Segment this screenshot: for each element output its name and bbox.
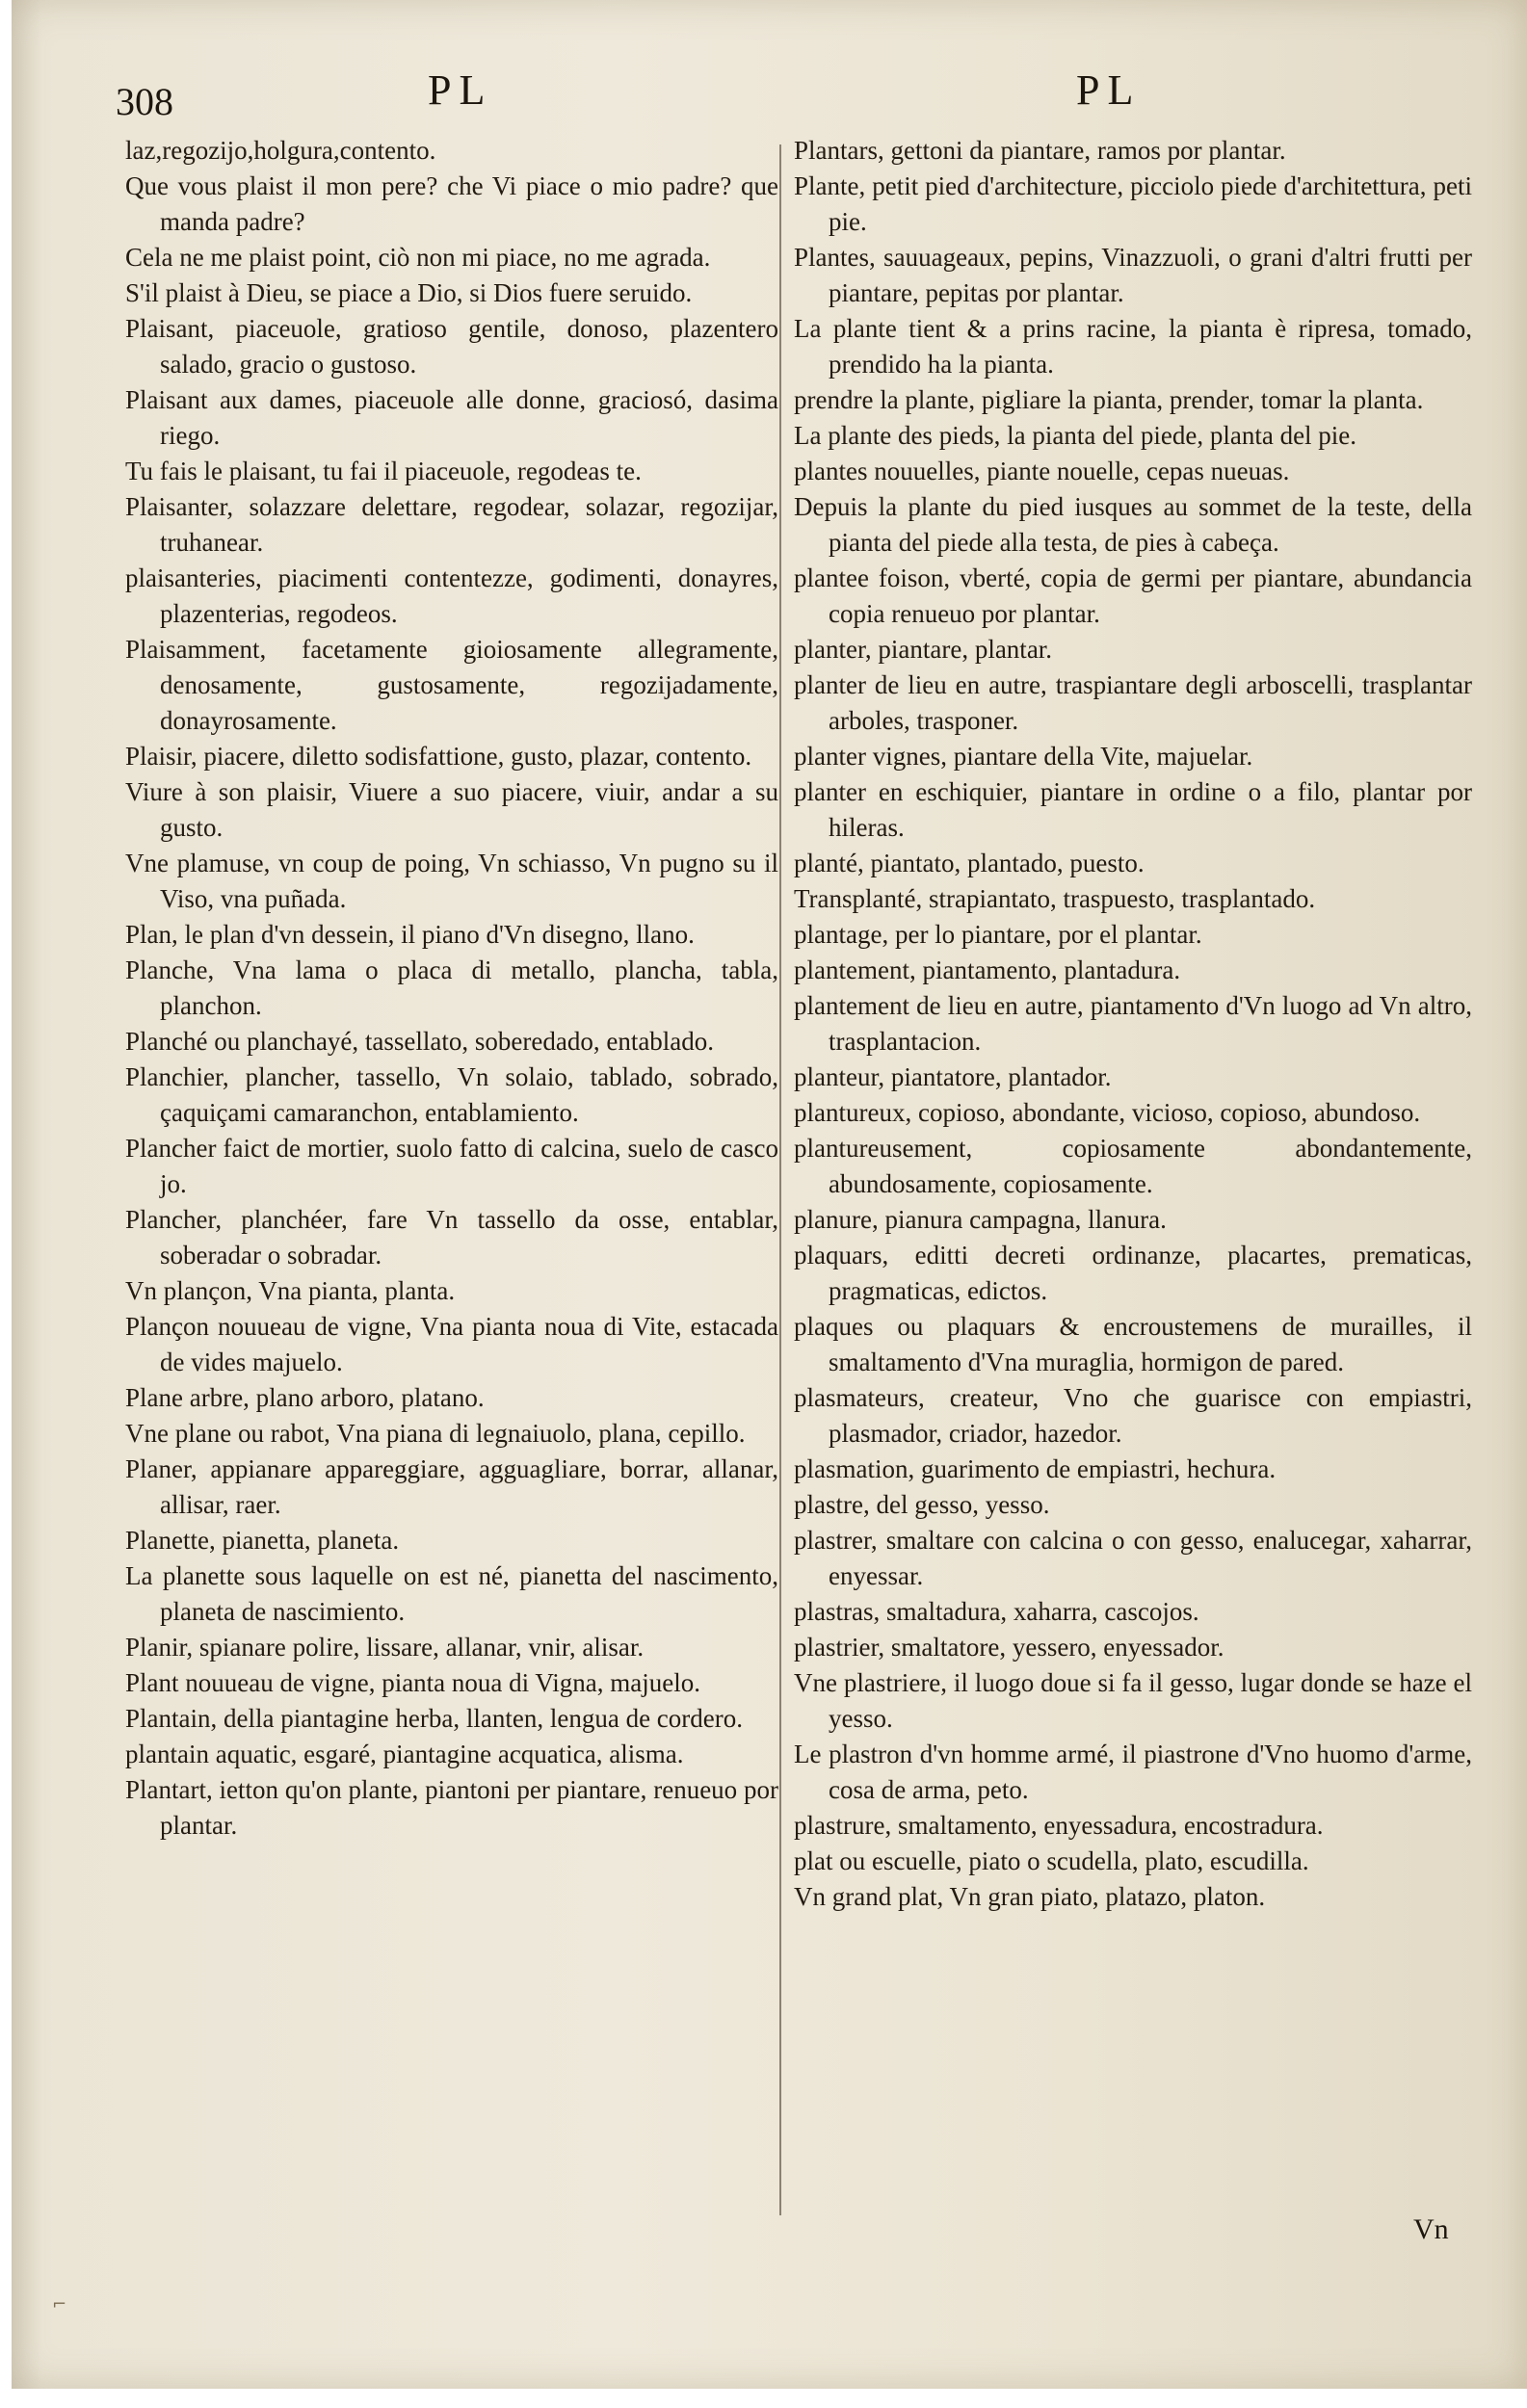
dictionary-entry: plantain aquatic, esgaré, piantagine acquatica, alisma. — [125, 1740, 684, 1768]
running-head-left: PL — [428, 66, 493, 114]
dictionary-entry: plantement, piantamento, plantadura. — [794, 955, 1181, 984]
dictionary-entry: plaquars, editti decreti ordinanze, placartes, prematicas, pragmaticas, edictos. — [794, 1241, 1472, 1305]
dictionary-entry: La planette sous laquelle on est né, pianetta del nascimento, planeta de nascimiento. — [125, 1561, 778, 1626]
dictionary-entry: plastrier, smaltatore, yessero, enyessador. — [794, 1633, 1224, 1662]
dictionary-entry: plastras, smaltadura, xaharra, cascojos. — [794, 1597, 1199, 1626]
dictionary-entry: Planette, pianetta, planeta. — [125, 1526, 400, 1555]
dictionary-entry: Planche, Vna lama o placa di metallo, plancha, tabla, planchon. — [125, 955, 778, 1020]
dictionary-entry: Plancher, planchéer, fare Vn tassello da osse, entablar, soberadar o sobradar. — [125, 1205, 778, 1269]
dictionary-entry: planteur, piantatore, plantador. — [794, 1062, 1112, 1091]
dictionary-entry: plat ou escuelle, piato o scudella, plato, escudilla. — [794, 1846, 1309, 1875]
dictionary-entry: Plançon nouueau de vigne, Vna pianta noua di Vite, estacada de vides majuelo. — [125, 1312, 778, 1376]
page-number: 308 — [116, 80, 173, 123]
dictionary-entry: Plaisant aux dames, piaceuole alle donne, graciosó, dasima riego. — [125, 385, 778, 450]
dictionary-entry: Plaisir, piacere, diletto sodisfattione, gusto, plazar, contento. — [125, 742, 752, 771]
dictionary-entry: Plancher faict de mortier, suolo fatto di calcina, suelo de casco jo. — [125, 1134, 778, 1198]
dictionary-entry: Le plastron d'vn homme armé, il piastrone d'Vno huomo d'arme, cosa de arma, peto. — [794, 1740, 1472, 1804]
dictionary-entry: Cela ne me plaist point, ciò non mi piace, no me agrada. — [125, 243, 711, 272]
dictionary-entry: plantee foison, vberté, copia de germi per piantare, abundancia copia renueuo por plantar. — [794, 563, 1472, 628]
dictionary-entry: plantureux, copioso, abondante, vicioso, copioso, abundoso. — [794, 1098, 1421, 1127]
dictionary-entry: planté, piantato, plantado, puesto. — [794, 849, 1145, 877]
left-column — [125, 133, 778, 1844]
dictionary-entry: Vne plastriere, il luogo doue si fa il gesso, lugar donde se haze el yesso. — [794, 1668, 1472, 1733]
dictionary-entry: S'il plaist à Dieu, se piace a Dio, si Dios fuere seruido. — [125, 278, 693, 307]
dictionary-entry: plantes nouuelles, piante nouelle, cepas nueuas. — [794, 457, 1290, 485]
dictionary-entry: Planchier, plancher, tassello, Vn solaio, tablado, sobrado, çaquiçami camaranchon, entablamiento. — [125, 1062, 778, 1127]
dictionary-entry: plantage, per lo piantare, por el plantar. — [794, 920, 1202, 949]
dictionary-entry: Plaisant, piaceuole, gratioso gentile, donoso, plazentero salado, gracio o gustoso. — [125, 314, 778, 379]
right-column — [794, 133, 1472, 1915]
dictionary-entry: Plan, le plan d'vn dessein, il piano d'Vn disegno, llano. — [125, 920, 695, 949]
dictionary-entry: La plante des pieds, la pianta del piede, planta del pie. — [794, 421, 1357, 450]
dictionary-entry: planter vignes, piantare della Vite, majuelar. — [794, 742, 1253, 771]
dictionary-entry: plaisanteries, piacimenti contentezze, godimenti, donayres, plazenterias, regodeos. — [125, 563, 778, 628]
running-head-right: PL — [1076, 66, 1142, 114]
dictionary-entry: planter de lieu en autre, traspiantare degli arboscelli, trasplantar arboles, trasponer. — [794, 670, 1472, 735]
dictionary-entry: Planché ou planchayé, tassellato, soberedado, entablado. — [125, 1027, 715, 1056]
dictionary-entry: plasmateurs, createur, Vno che guarisce con empiastri, plasmador, criador, hazedor. — [794, 1383, 1472, 1448]
dictionary-entry: Vn plançon, Vna pianta, planta. — [125, 1276, 456, 1305]
dictionary-entry: plastre, del gesso, yesso. — [794, 1490, 1050, 1519]
dictionary-entry: Plane arbre, plano arboro, platano. — [125, 1383, 485, 1412]
dictionary-entry: planter en eschiquier, piantare in ordine o a filo, plantar por hileras. — [794, 777, 1472, 842]
dictionary-entry: Planer, appianare appareggiare, agguagliare, borrar, allanar, allisar, raer. — [125, 1454, 778, 1519]
dictionary-entry: Plantes, sauuageaux, pepins, Vinazzuoli, o grani d'altri frutti per piantare, pepitas por plantar. — [794, 243, 1472, 307]
dictionary-entry: Transplanté, strapiantato, traspuesto, trasplantado. — [794, 884, 1316, 913]
dictionary-entry: plastrer, smaltare con calcina o con gesso, enalucegar, xaharrar, enyessar. — [794, 1526, 1472, 1590]
dictionary-entry: plaques ou plaquars & encroustemens de murailles, il smaltamento d'Vna muraglia, hormigon de pared. — [794, 1312, 1472, 1376]
dictionary-entry: Plantart, ietton qu'on plante, piantoni per piantare, renueuo por plantar. — [125, 1775, 778, 1840]
dictionary-entry: Plante, petit pied d'architecture, picciolo piede d'architettura, peti pie. — [794, 171, 1472, 236]
dictionary-entry: laz,regozijo,holgura,contento. — [125, 136, 436, 165]
dictionary-entry: planter, piantare, plantar. — [794, 635, 1053, 664]
dictionary-entry: Depuis la plante du pied iusques au sommet de la teste, della pianta del piede alla testa, de pies à cabeça. — [794, 492, 1472, 557]
dictionary-entry: Plaisanter, solazzare delettare, regodear, solazar, regozijar, truhanear. — [125, 492, 778, 557]
corner-mark: ⌐ — [52, 2294, 67, 2315]
dictionary-entry: plantureusement, copiosamente abondantemente, abundosamente, copiosamente. — [794, 1134, 1472, 1198]
dictionary-entry: Tu fais le plaisant, tu fai il piaceuole, regodeas te. — [125, 457, 642, 485]
dictionary-entry: Vne plane ou rabot, Vna piana di legnaiuolo, plana, cepillo. — [125, 1419, 746, 1448]
dictionary-entry: Vne plamuse, vn coup de poing, Vn schiasso, Vn pugno su il Viso, vna puñada. — [125, 849, 778, 913]
dictionary-entry: prendre la plante, pigliare la pianta, prender, tomar la planta. — [794, 385, 1424, 414]
dictionary-entry: planure, pianura campagna, llanura. — [794, 1205, 1167, 1234]
dictionary-entry: Plant nouueau de vigne, pianta noua di Vigna, majuelo. — [125, 1668, 700, 1697]
catchword: Vn — [1413, 2213, 1449, 2245]
dictionary-entry: Vn grand plat, Vn gran piato, platazo, platon. — [794, 1882, 1266, 1911]
dictionary-entry: Planir, spianare polire, lissare, allanar, vnir, alisar. — [125, 1633, 645, 1662]
dictionary-entry: Plantars, gettoni da piantare, ramos por plantar. — [794, 136, 1286, 165]
dictionary-entry: La plante tient & a prins racine, la pianta è ripresa, tomado, prendido ha la pianta. — [794, 314, 1472, 379]
dictionary-entry: Viure à son plaisir, Viuere a suo piacere, viuir, andar a su gusto. — [125, 777, 778, 842]
dictionary-entry: Que vous plaist il mon pere? che Vi piace o mio padre? que manda padre? — [125, 171, 778, 236]
dictionary-entry: plasmation, guarimento de empiastri, hechura. — [794, 1454, 1277, 1483]
dictionary-entry: Plantain, della piantagine herba, llanten, lengua de cordero. — [125, 1704, 743, 1733]
dictionary-entry: plantement de lieu en autre, piantamento d'Vn luogo ad Vn altro, trasplantacion. — [794, 991, 1472, 1056]
column-divider — [779, 144, 781, 2215]
dictionary-entry: plastrure, smaltamento, enyessadura, encostradura. — [794, 1811, 1324, 1840]
book-page — [12, 0, 1527, 2389]
dictionary-entry: Plaisamment, facetamente gioiosamente allegramente, denosamente, gustosamente, regozijadamente, donayrosamente. — [125, 635, 778, 735]
